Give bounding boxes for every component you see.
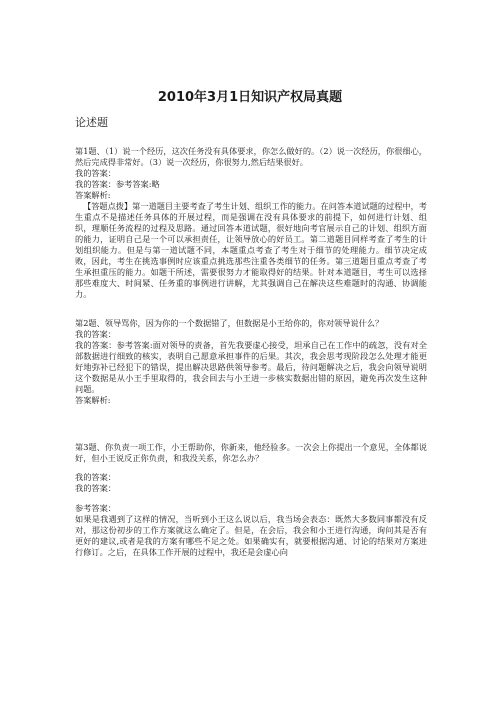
q3-question: 第3题、你负责一项工作，小王帮助你，你新来，他经验多。一次会上你提出一个意见，全体都说好，但小王说反正你负责，和我没关系，你怎么办？ [75, 442, 427, 463]
document-body [75, 146, 427, 558]
section-heading: 论述题 [75, 116, 108, 129]
q3-reference-label: 参考答案： [75, 503, 116, 513]
q1-analysis: 【答题点拨】第一道题目主要考查了考生计划、组织工作的能力。在问答本道试题的过程中，考生重点不是描述任务具体的开展过程，而是强调在没有具体要求的前提下，如何进行计划、组织，理顺任务流程的过程及思路。通过回答本道试题，很好地向考官展示自己的计划、组织方面的能力，证明自己是一个可以承担责任，让领导放心的好员工。第二道题目同样考查了考生的计划组织能力。但是与第一道试题不同，本题重点考查了考生对于细节的处理能力。细节决定成败，因此，考生在挑选事例时应该重点挑选那些注重各类细节的任务。第三道题目重点考查了考生承担重压的能力。如题干所述，需要很努力才能取得好的结果。针对本道题目，考生可以选择那些难度大、时间紧、任务重的事例进行讲解，尤其强调自己在解决这些难题时的沟通、协调能力。 [75, 201, 427, 299]
q2-analysis-label: 答案解析: [75, 395, 111, 405]
page-title: 2010年3月1日知识产权局真题 [157, 90, 343, 105]
q2-my-answer: 我的答案： [75, 329, 116, 339]
q2-reference-answer: 我的答案：参考答案:面对领导的责备，首先我要虚心接受，坦承自己在工作中的疏忽，没有对全部数据进行细致的核实，表明自己愿意承担事件的后果。其次，我会思考现阶段怎么处理才能更好地弥补已经犯下的错误，提出解决思路供领导参考。最后，待问题解决之后，我会向领导说明这个数据是从小王手里取得的，我会回去与小王进一步核实数据出错的原因，避免再次发生这种问题。 [75, 340, 427, 394]
q1-question: 第1题、（1）说一个经历，这次任务没有具体要求，你怎么做好的。（2）说一次经历，你很细心，然后完成得非常好。（3）说一次经历，你很努力,然后结果很好。 [75, 146, 427, 167]
q3-my-answer: 我的答案： [75, 472, 116, 482]
q1-reference-answer: 我的答案：参考答案:略 [75, 179, 160, 189]
q1-my-answer: 我的答案： [75, 168, 116, 178]
q3-reference-answer: 如果是我遇到了这样的情况，当听到小王这么说以后，我当场会表态：既然大多数同事都没有反对，那这份初步的工作方案就这么确定了。但是，在会后，我会和小王进行沟通，询问其是否有更好的建议,或者是我的方案有哪些不足之处。如果确实有，就要根据沟通、讨论的结果对方案进行修订。之后，在具体工作开展的过程中，我还是会虚心向 [75, 514, 427, 557]
q2-question: 第2题、领导骂你，因为你的一个数据错了，但数据是小王给你的，你对领导说什么？ [75, 318, 384, 328]
q1-analysis-label: 答案解析: [75, 190, 111, 200]
q3-my-answer-2: 我的答案： [75, 483, 116, 493]
